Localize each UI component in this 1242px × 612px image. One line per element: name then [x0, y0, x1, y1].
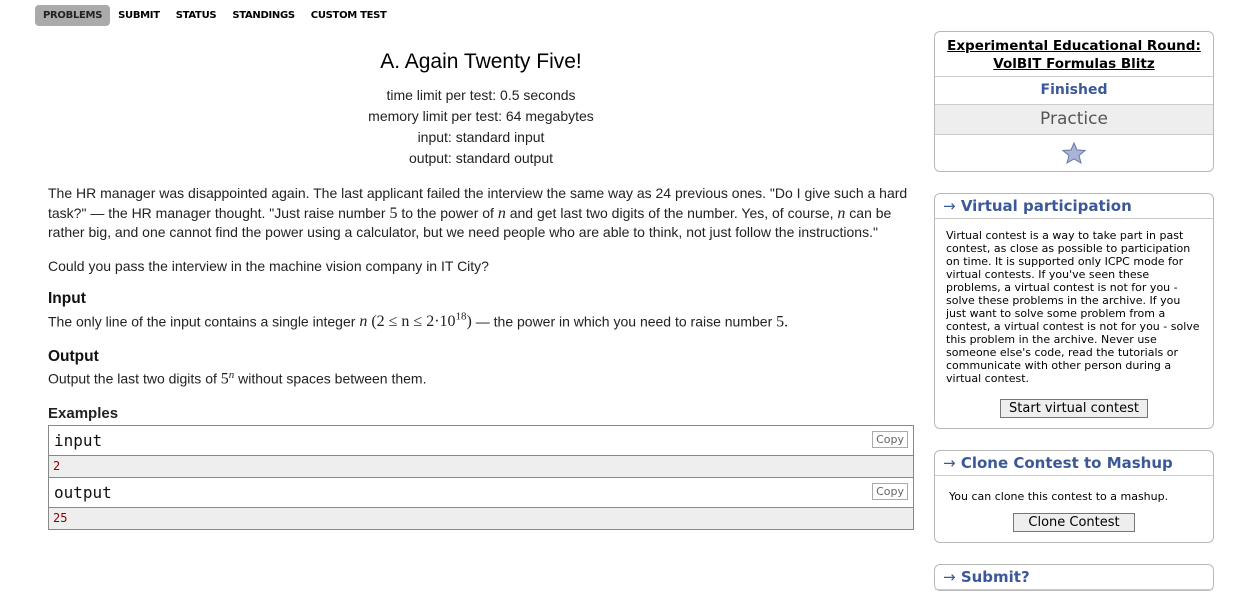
output-section-title: Output: [48, 347, 99, 365]
input-spec: The only line of the input contains a single integer n $(2 \le n \le 2\cdot 10^{18})$ — the power in which you need to raise number 5.: [48, 311, 789, 331]
clone-title: Clone Contest to Mashup: [960, 454, 1173, 472]
submit-box: [934, 564, 1214, 591]
contest-info-box: [934, 31, 1214, 172]
example-input-value: 2: [49, 456, 913, 478]
example-box: [48, 425, 914, 530]
output-file: output: standard output: [409, 150, 553, 166]
arrow-right-icon: →: [943, 568, 956, 586]
tab-status[interactable]: STATUS: [175, 10, 217, 21]
time-limit: time limit per test: 0.5 seconds: [386, 87, 576, 103]
clone-contest-button[interactable]: Clone Contest: [1013, 513, 1134, 532]
legend-paragraph-2: Could you pass the interview in the machine vision company in IT City?: [48, 257, 489, 274]
output-spec: Output the last two digits of 5$^n$ without spaces between them.: [48, 368, 427, 388]
copy-output-button[interactable]: Copy: [872, 483, 908, 500]
tab-submit[interactable]: SUBMIT: [118, 10, 160, 21]
tab-problems[interactable]: PROBLEMS: [35, 5, 110, 26]
clone-description: You can clone this contest to a mashup.: [949, 490, 1169, 503]
virtual-title: Virtual participation: [960, 197, 1132, 215]
sidebar: [934, 31, 1214, 612]
example-input-label: input: [54, 430, 103, 450]
star-icon: [1062, 142, 1086, 164]
example-output-label: output: [54, 482, 112, 502]
virtual-description: Virtual contest is a way to take part in past contest, as close as possible to participation on time. It is supported only ICPC mode for virtual contests. If you've seen these problems, a virtual contest is not for you - solve these problems in the archive. If you just want to solve some problem from a contest, a virtual contest is not for you - solve this problem in the archive. Never use someone else's code, read the tutorials or communicate with other person during a virtual contest.: [946, 229, 1200, 385]
problem-statement: [48, 44, 914, 530]
contest-mode: Practice: [935, 105, 1213, 135]
submit-title: Submit?: [960, 568, 1030, 586]
clone-contest-box: [934, 450, 1214, 543]
example-input-header: [49, 426, 913, 456]
problem-title: A. Again Twenty Five!: [380, 50, 582, 73]
arrow-right-icon: →: [943, 197, 956, 215]
arrow-right-icon: →: [943, 454, 956, 472]
legend: [48, 184, 914, 389]
input-file: input: standard input: [417, 129, 545, 145]
legend-paragraph-1: The HR manager was disappointed again. The last applicant failed the interview the same way as 24 previous ones. "Do I give such a hard task?" — the HR manager thought. "Just raise number 5 to the power of n and get last two digits of the number. Yes, of course, n can be rather big, and one cannot find the power using a calculator, but we need people who are able to think, not just follow the instructions.": [48, 185, 908, 240]
tab-custom-test[interactable]: CUSTOM TEST: [310, 10, 387, 21]
start-virtual-contest-button[interactable]: Start virtual contest: [1000, 399, 1148, 418]
virtual-participation-box: [934, 193, 1214, 429]
favourite-star[interactable]: [935, 135, 1213, 171]
tab-standings[interactable]: STANDINGS: [232, 10, 295, 21]
input-section-title: Input: [48, 290, 86, 307]
contest-status: Finished: [935, 77, 1213, 105]
examples-title: Examples: [48, 404, 119, 422]
copy-input-button[interactable]: Copy: [872, 431, 908, 448]
memory-limit: memory limit per test: 64 megabytes: [368, 108, 594, 124]
example-output-value: 25: [49, 508, 913, 529]
problem-limits: [48, 85, 914, 169]
contest-name-link[interactable]: Experimental Educational Round: VolBIT Formulas Blitz: [947, 38, 1201, 72]
top-navigation: [35, 5, 395, 26]
example-output-header: [49, 478, 913, 508]
